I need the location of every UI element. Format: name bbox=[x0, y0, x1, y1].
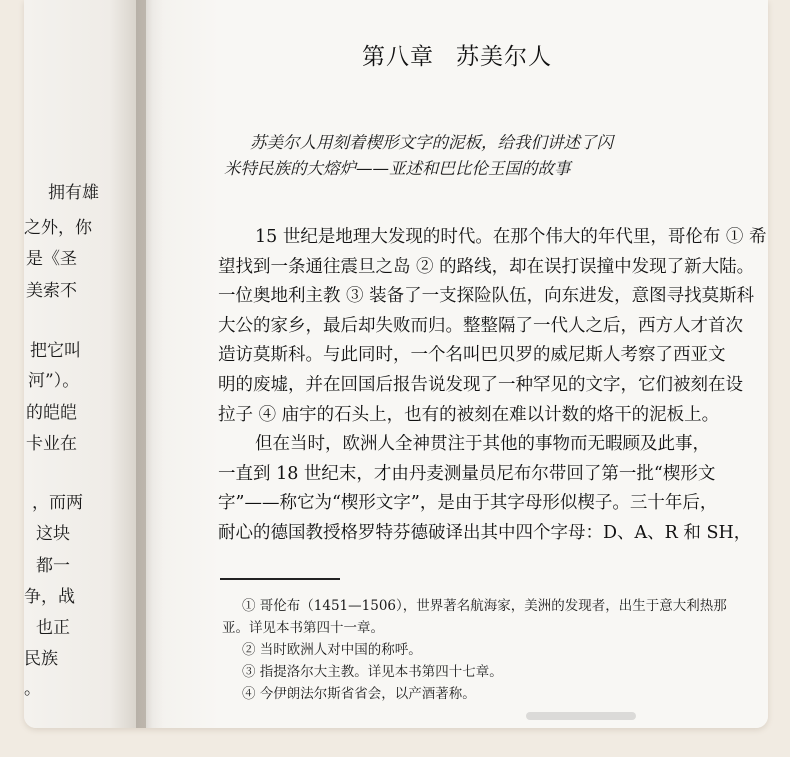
footnote-line: ④ 今伊朗法尔斯省省会，以产酒著称。 bbox=[242, 686, 476, 702]
left-page-line: 河”）。 bbox=[28, 371, 80, 391]
chapter-title bbox=[146, 38, 768, 71]
body-line: 但在当时，欧洲人全神贯注于其他的事物而无暇顾及此事， bbox=[255, 434, 710, 455]
body-text bbox=[218, 223, 767, 549]
body-line: 耐心的德国教授格罗特芬德破译出其中四个字母：D、A、R 和 SH， bbox=[218, 522, 752, 543]
body-line: 拉子 ④ 庙宇的石头上，也有的被刻在难以计数的烙干的泥板上。 bbox=[218, 404, 720, 425]
subtitle-line: 苏美尔人用刻着楔形文字的泥板，给我们讲述了闪 bbox=[250, 133, 613, 152]
left-page-line: 是《圣 bbox=[26, 249, 77, 269]
left-page-line: 的皑皑 bbox=[26, 403, 77, 423]
left-page-line: 把它叫 bbox=[30, 341, 81, 361]
book-gutter-shadow bbox=[136, 0, 164, 728]
left-page-line: ，而两 bbox=[32, 493, 83, 513]
footnote-line: ③ 指提洛尔大主教。详见本书第四十七章。 bbox=[242, 664, 503, 680]
body-line: 15 世纪是地理大发现的时代。在那个伟大的年代里，哥伦布 ① 希 bbox=[255, 227, 767, 247]
footnote-line: ① 哥伦布（1451—1506），世界著名航海家，美洲的发现者，出生于意大利热那 bbox=[242, 598, 727, 614]
footnote-line: 亚。详见本书第四十一章。 bbox=[222, 620, 384, 636]
chapter-name: 苏美尔人 bbox=[456, 44, 552, 70]
body-line: 望找到一条通往震旦之岛 ② 的路线，却在误打误撞中发现了新大陆。 bbox=[218, 256, 755, 277]
subtitle-line: 米特民族的大熔炉——亚述和巴比伦王国的故事 bbox=[224, 159, 571, 178]
body-line: 造访莫斯科。与此同时，一个名叫巴贝罗的威尼斯人考察了西亚文 bbox=[218, 345, 726, 366]
left-page-line: 卡业在 bbox=[26, 434, 77, 454]
footnote-line: ② 当时欧洲人对中国的称呼。 bbox=[242, 642, 422, 658]
left-page-line: 也正 bbox=[36, 618, 70, 638]
body-line: 一直到 18 世纪末，才由丹麦测量员尼布尔带回了第一批“楔形文 bbox=[218, 463, 716, 484]
body-line: 一位奥地利主教 ③ 装备了一支探险队伍，向东进发，意图寻找莫斯科 bbox=[218, 286, 755, 307]
chapter-subtitle bbox=[224, 130, 750, 182]
footnote-divider bbox=[220, 578, 340, 580]
left-facing-page bbox=[24, 0, 146, 728]
left-page-line: 。 bbox=[24, 679, 41, 699]
body-line: 明的废墟，并在回国后报告说发现了一种罕见的文字，它们被刻在设 bbox=[218, 374, 743, 395]
body-line: 大公的家乡，最后却失败而归。整整隔了一代人之后，西方人才首次 bbox=[218, 315, 743, 336]
print-smudge bbox=[526, 712, 636, 720]
left-page-line: 都一 bbox=[36, 556, 70, 576]
book-photo bbox=[24, 0, 768, 728]
left-page-line: 民族 bbox=[24, 649, 58, 669]
left-page-line: 之外，你 bbox=[24, 218, 92, 238]
left-page-line: 美索不 bbox=[26, 281, 77, 301]
left-page-line: 拥有雄 bbox=[48, 183, 99, 203]
left-page-line: 争，战 bbox=[24, 587, 75, 607]
footnotes bbox=[222, 595, 752, 705]
body-line: 字”——称它为“楔形文字”，是由于其字母形似楔子。三十年后， bbox=[218, 493, 718, 514]
left-page-line: 这块 bbox=[36, 524, 70, 544]
chapter-number: 第八章 bbox=[362, 44, 434, 70]
right-page bbox=[146, 0, 768, 728]
